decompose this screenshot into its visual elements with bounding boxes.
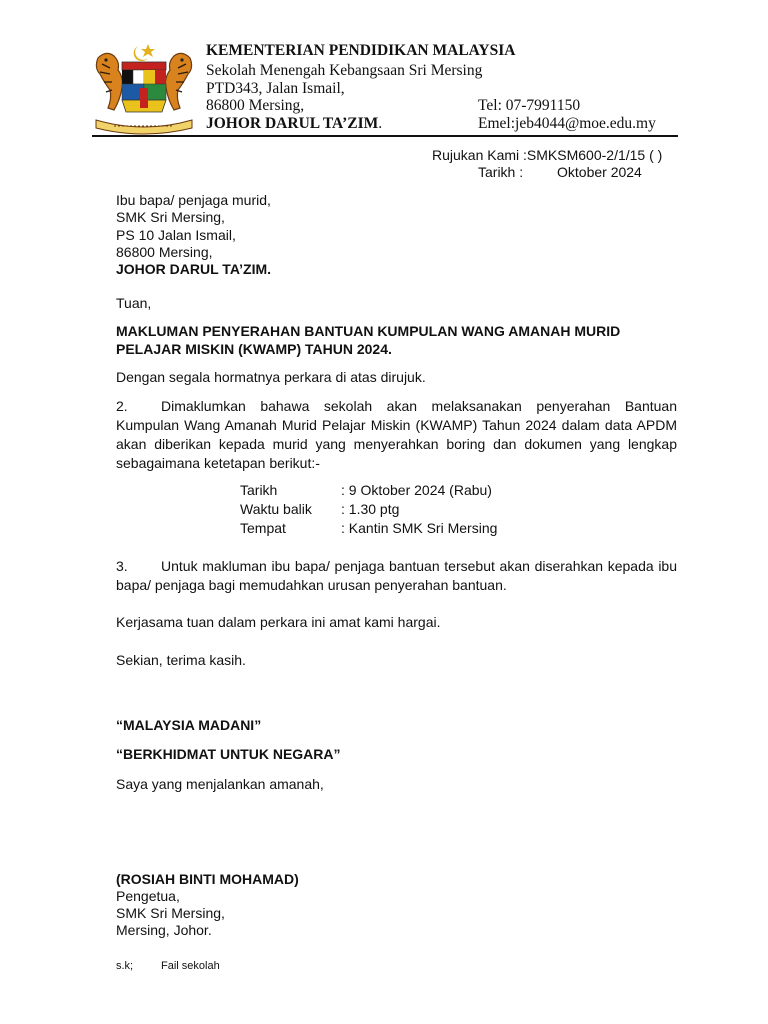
letterhead-state-name: JOHOR DARUL TA’ZIM: [206, 115, 379, 132]
details-row: [240, 519, 497, 538]
letterhead-address2: 86800 Mersing,: [206, 97, 305, 114]
reference-line: Rujukan Kami :SMKSM600-2/1/15 ( ): [432, 147, 663, 163]
details-label: Tempat: [240, 520, 286, 536]
paragraph-3: [116, 557, 677, 595]
details-value: : Kantin SMK Sri Mersing: [341, 520, 498, 536]
paragraph-2-number: 2.: [116, 398, 128, 414]
recipient-line1: Ibu bapa/ penjaga murid,: [116, 192, 271, 208]
reference-date-label: Tarikh :: [478, 164, 524, 180]
letterhead-state: [206, 115, 382, 133]
signatory-school: SMK Sri Mersing,: [116, 905, 225, 921]
cooperation-line: Kerjasama tuan dalam perkara ini amat kami hargai.: [116, 614, 441, 630]
letterhead-divider: [92, 135, 678, 137]
details-value: : 1.30 ptg: [341, 501, 400, 517]
subject-line1: MAKLUMAN PENYERAHAN BANTUAN KUMPULAN WANG AMANAH MURID: [116, 323, 621, 339]
paragraph-3-number: 3.: [116, 558, 128, 574]
paragraph-2-text: Dimaklumkan bahawa sekolah akan melaksanakan penyerahan Bantuan Kumpulan Wang Amanah Murid Pelajar Miskin (KWAMP) Tahun 2024 dalam data APDM akan diberikan kepada murid yang menyerahkan boring dan dokumen yang lengkap sebagaimana ketetapan berikut:-: [116, 398, 677, 471]
letterhead-address1: PTD343, Jalan Ismail,: [206, 80, 345, 97]
details-row: [240, 500, 497, 519]
recipient-line2: SMK Sri Mersing,: [116, 209, 225, 225]
opening-line: Dengan segala hormatnya perkara di atas dirujuk.: [116, 369, 426, 385]
letterhead-tel: Tel: 07-7991150: [478, 97, 581, 114]
letterhead-school: Sekolah Menengah Kebangsaan Sri Mersing: [206, 62, 483, 79]
letterhead-state-dot: .: [378, 115, 383, 132]
salutation: Tuan,: [116, 295, 152, 311]
details-table: [240, 481, 497, 538]
signatory-name: (ROSIAH BINTI MOHAMAD): [116, 871, 299, 887]
details-label: Waktu balik: [240, 501, 312, 517]
letterhead-email: Emel:jeb4044@moe.edu.my: [478, 115, 656, 132]
details-value: : 9 Oktober 2024 (Rabu): [341, 482, 492, 498]
details-row: [240, 481, 497, 500]
cc-label: s.k;: [116, 960, 134, 972]
closing-line: Saya yang menjalankan amanah,: [116, 776, 324, 792]
reference-date-value: Oktober 2024: [557, 164, 642, 180]
thanks-line: Sekian, terima kasih.: [116, 652, 246, 668]
signatory-place: Mersing, Johor.: [116, 922, 212, 938]
slogan-berkhidmat: “BERKHIDMAT UNTUK NEGARA”: [116, 746, 341, 762]
subject-line2: PELAJAR MISKIN (KWAMP) TAHUN 2024.: [116, 341, 392, 357]
paragraph-2: [116, 397, 677, 473]
letterhead-ministry: KEMENTERIAN PENDIDIKAN MALAYSIA: [206, 42, 516, 59]
cc-value: Fail sekolah: [161, 960, 220, 972]
recipient-line3: PS 10 Jalan Ismail,: [116, 227, 236, 243]
recipient-line4: 86800 Mersing,: [116, 244, 213, 260]
slogan-malaysia-madani: “MALAYSIA MADANI”: [116, 717, 262, 733]
recipient-line5: JOHOR DARUL TA’ZIM.: [116, 261, 272, 277]
signatory-title: Pengetua,: [116, 888, 180, 904]
paragraph-3-text: Untuk makluman ibu bapa/ penjaga bantuan tersebut akan diserahkan kepada ibu bapa/ penjaga bagi memudahkan urusan penyerahan bantuan.: [116, 558, 677, 593]
malaysia-coat-of-arms-icon: [88, 40, 200, 136]
details-label: Tarikh: [240, 482, 278, 498]
